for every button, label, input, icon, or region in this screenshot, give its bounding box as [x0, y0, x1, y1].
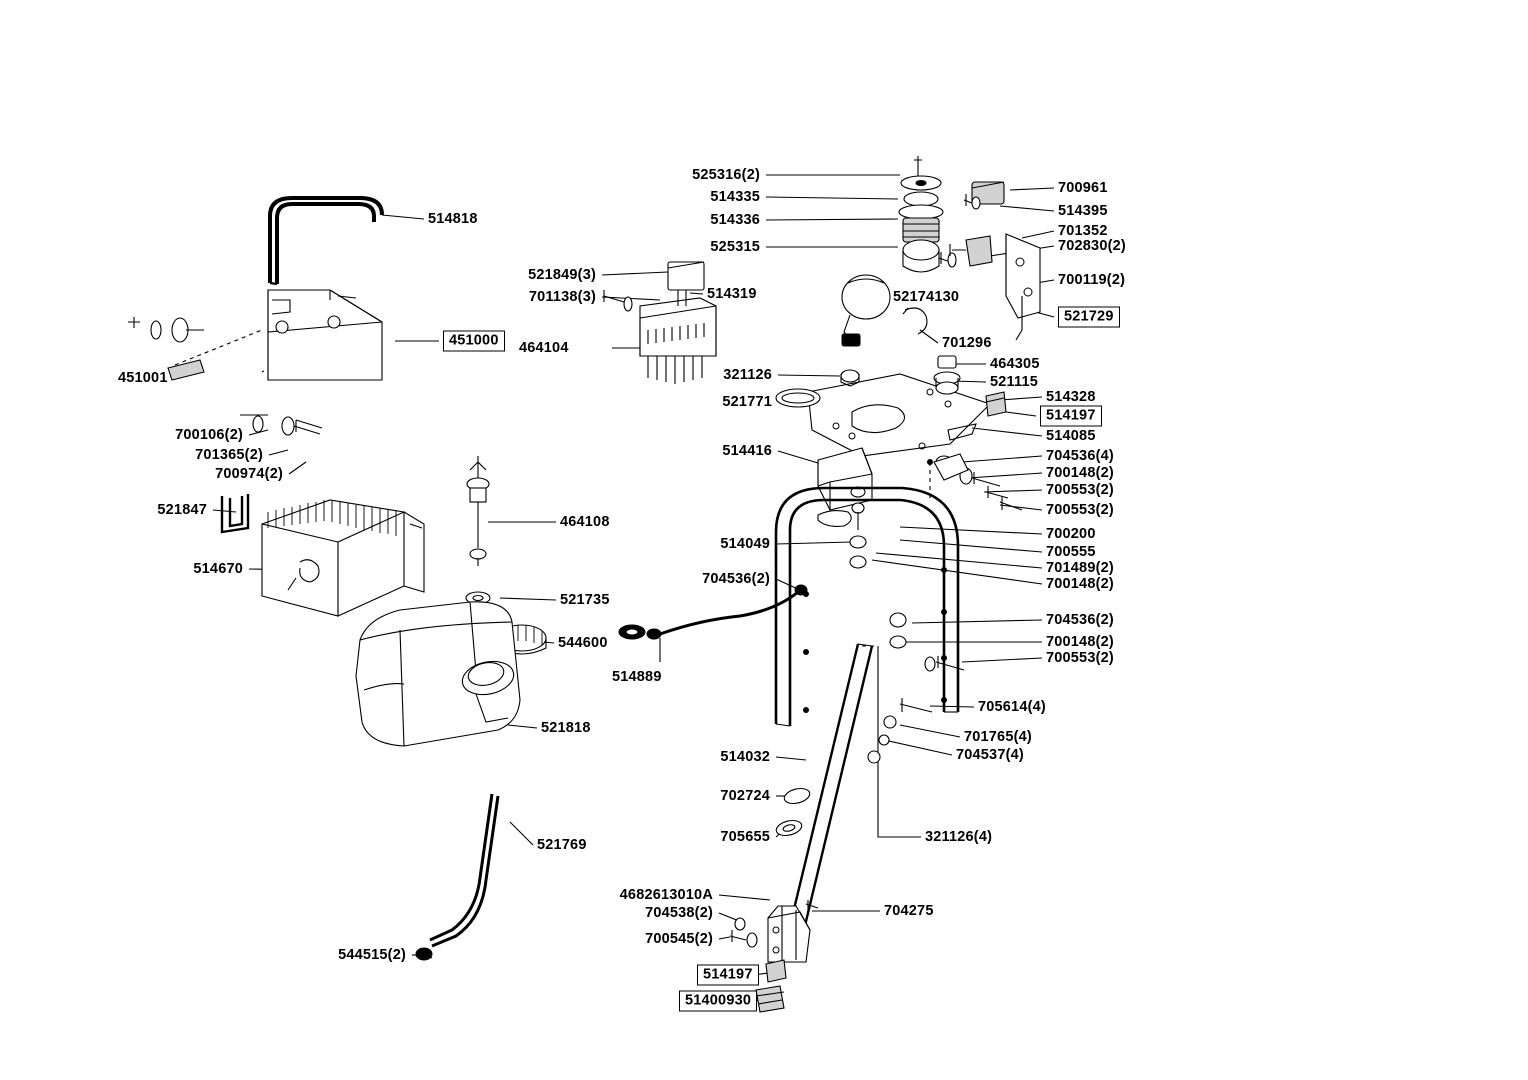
label-52174130: 52174130 — [893, 289, 960, 305]
label-521115: 521115 — [990, 374, 1038, 390]
label-701352: 701352 — [1058, 223, 1108, 239]
part-451000-battery — [268, 290, 382, 380]
label-700119-2: 700119(2) — [1058, 272, 1126, 288]
label-521729: 521729 — [1058, 307, 1120, 328]
label-701365-2: 701365(2) — [195, 447, 263, 463]
part-ignition-stack — [899, 156, 956, 272]
label-700148-2b: 700148(2) — [1046, 576, 1114, 592]
label-521771: 521771 — [722, 394, 772, 410]
label-704538-2: 704538(2) — [645, 905, 713, 921]
label-700553-2b: 700553(2) — [1046, 502, 1114, 518]
label-702724: 702724 — [720, 788, 770, 804]
label-525316-2: 525316(2) — [692, 167, 760, 183]
label-705614-4: 705614(4) — [978, 699, 1046, 715]
label-514197-top: 514197 — [1040, 406, 1102, 427]
label-704537-4: 704537(4) — [956, 747, 1024, 763]
label-704536-2b: 704536(2) — [1046, 612, 1114, 628]
part-514670-basket — [262, 500, 424, 616]
part-521729-bracket — [950, 182, 1040, 340]
label-701489-2: 701489(2) — [1046, 560, 1114, 576]
label-514328: 514328 — [1046, 389, 1096, 405]
label-321126-4: 321126(4) — [925, 829, 993, 845]
label-464305: 464305 — [990, 356, 1040, 372]
label-514818: 514818 — [428, 211, 478, 227]
part-521847-clip — [222, 494, 248, 532]
label-514197-bot: 514197 — [697, 965, 759, 986]
label-700974-2: 700974(2) — [215, 466, 283, 482]
label-700200: 700200 — [1046, 526, 1096, 542]
part-521769-hose — [416, 794, 498, 960]
part-521818-tank — [356, 602, 520, 746]
label-321126: 321126 — [723, 367, 772, 383]
label-464104: 464104 — [519, 340, 569, 356]
label-705655: 705655 — [720, 829, 770, 845]
label-521818: 521818 — [541, 720, 591, 736]
part-464104-connector — [604, 262, 716, 384]
label-514395: 514395 — [1058, 203, 1108, 219]
label-521769: 521769 — [537, 837, 587, 853]
label-514336: 514336 — [710, 212, 760, 228]
part-464108-dipstick — [466, 456, 490, 604]
label-702830-2: 702830(2) — [1058, 238, 1126, 254]
label-514889: 514889 — [612, 669, 662, 685]
label-544515-2: 544515(2) — [338, 947, 406, 963]
label-700553-2c: 700553(2) — [1046, 650, 1114, 666]
label-700148-2c: 700148(2) — [1046, 634, 1114, 650]
label-704536-4: 704536(4) — [1046, 448, 1114, 464]
label-514416: 514416 — [722, 443, 772, 459]
label-700106-2: 700106(2) — [175, 427, 243, 443]
part-514889-wire — [619, 585, 807, 639]
label-701138-3: 701138(3) — [528, 289, 596, 305]
label-700961: 700961 — [1058, 180, 1108, 196]
label-4682613010A: 4682613010A — [619, 887, 713, 903]
label-704275: 704275 — [884, 903, 934, 919]
label-451000: 451000 — [443, 331, 505, 352]
label-525315: 525315 — [710, 239, 760, 255]
label-521847: 521847 — [157, 502, 207, 518]
label-51400930: 51400930 — [679, 991, 757, 1012]
label-514085: 514085 — [1046, 428, 1096, 444]
part-514818-handle — [270, 198, 382, 284]
label-514032: 514032 — [720, 749, 770, 765]
label-700545-2: 700545(2) — [645, 931, 713, 947]
label-700148-2a: 700148(2) — [1046, 465, 1114, 481]
label-701765-4: 701765(4) — [964, 729, 1032, 745]
label-701296: 701296 — [942, 335, 992, 351]
label-514049: 514049 — [720, 536, 770, 552]
label-521735: 521735 — [560, 592, 610, 608]
label-521849-3: 521849(3) — [528, 267, 596, 283]
label-514335: 514335 — [710, 189, 760, 205]
label-704536-2a: 704536(2) — [702, 571, 770, 587]
label-514319: 514319 — [707, 286, 757, 302]
label-700553-2a: 700553(2) — [1046, 482, 1114, 498]
label-544600: 544600 — [558, 635, 608, 651]
label-700555: 700555 — [1046, 544, 1096, 560]
label-464108: 464108 — [560, 514, 610, 530]
part-52174130-meter — [842, 275, 927, 346]
label-451001: 451001 — [118, 370, 168, 386]
label-514670: 514670 — [193, 561, 243, 577]
